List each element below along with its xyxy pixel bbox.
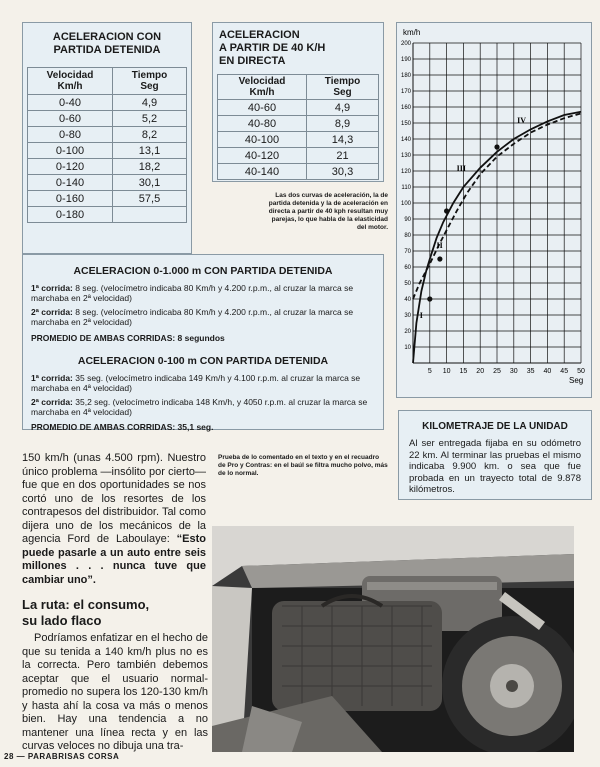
table1-time-cell: 8,2 bbox=[113, 127, 187, 143]
accel100-average: PROMEDIO DE AMBAS CORRIDAS: 35,1 seg. bbox=[31, 422, 214, 432]
table1-time-cell: 57,5 bbox=[113, 191, 187, 207]
article-heading-line1: La ruta: el consumo, bbox=[22, 597, 150, 612]
accel1000-run2-label: 2ª corrida: bbox=[31, 307, 73, 317]
chart-y-tick: 10 bbox=[404, 345, 411, 351]
table1-time-cell: 30,1 bbox=[113, 175, 187, 191]
chart-y-tick: 160 bbox=[400, 105, 411, 111]
table1-col2-head bbox=[113, 68, 187, 95]
table1-row bbox=[28, 159, 187, 175]
chart-y-tick: 90 bbox=[404, 217, 411, 223]
table1-row bbox=[28, 111, 187, 127]
article-heading bbox=[22, 597, 212, 629]
article-paragraph-1 bbox=[22, 452, 206, 587]
chart-y-tick: 200 bbox=[400, 41, 411, 47]
chart-y-tick: 50 bbox=[404, 281, 411, 287]
table2-title-line1: ACELERACION bbox=[219, 29, 300, 41]
table1-col2-head2: Seg bbox=[140, 81, 159, 92]
table2-col2-head2: Seg bbox=[333, 87, 352, 98]
table1-row bbox=[28, 127, 187, 143]
table1-col1-head2: Km/h bbox=[57, 81, 83, 92]
table1-speed-cell: 0-160 bbox=[28, 191, 113, 207]
chart-y-tick: 120 bbox=[400, 169, 411, 175]
accel100-run1-text: 35 seg. (velocímetro indicaba 149 Km/h y 4.100 r.p.m. al cruzar la marca se marchaba en 4ª velocidad) bbox=[31, 373, 361, 393]
table1-speed-cell: 0-120 bbox=[28, 159, 113, 175]
accel1000-title: ACELERACION 0-1.000 m CON PARTIDA DETENIDA bbox=[73, 265, 333, 277]
table1-speed-cell: 0-180 bbox=[28, 207, 113, 223]
chart-x-tick: 15 bbox=[459, 368, 468, 375]
curves-caption: Las dos curvas de aceleración, la de partida detenida y la de aceleración en directa a partir de 40 kph resultan muy parejas, lo que habla de la elasticidad del motor. bbox=[268, 192, 388, 231]
accel1000-run1 bbox=[31, 283, 375, 303]
table-acceleration-direct bbox=[212, 22, 384, 182]
chart-gear-label: II bbox=[436, 240, 443, 250]
accel1000-run1-label: 1ª corrida: bbox=[31, 283, 73, 293]
table1-title-line1: ACELERACION CON bbox=[52, 31, 162, 43]
chart-y-tick: 170 bbox=[400, 89, 411, 95]
accel100-run2 bbox=[31, 397, 375, 417]
table2-time-cell: 8,9 bbox=[307, 116, 379, 132]
table2-row bbox=[218, 100, 379, 116]
trunk-photo-illustration bbox=[212, 526, 574, 752]
accel100-title: ACELERACION 0-100 m CON PARTIDA DETENIDA bbox=[77, 355, 329, 367]
chart-x-tick: 25 bbox=[493, 368, 501, 375]
table1-speed-cell: 0-40 bbox=[28, 95, 113, 111]
table2-col1-head1: Velocidad bbox=[238, 76, 286, 87]
table1-time-cell: 18,2 bbox=[113, 159, 187, 175]
chart-y-tick: 100 bbox=[400, 201, 411, 207]
article-quote: “Esto puede pasarle a un auto entre seis millones . . . nunca tuve que cambiar uno”. bbox=[22, 533, 206, 586]
table2-col2-head1: Tiempo bbox=[324, 76, 361, 87]
kilometraje-title: KILOMETRAJE DE LA UNIDAD bbox=[422, 421, 568, 432]
table1-row bbox=[28, 95, 187, 111]
chart-x-tick: 5 bbox=[427, 368, 432, 375]
acceleration-chart bbox=[397, 23, 591, 397]
table2-title-line2: A PARTIR DE 40 K/H bbox=[219, 42, 326, 54]
table1-row bbox=[28, 207, 187, 223]
chart-y-tick: 20 bbox=[404, 329, 411, 335]
table2-time-cell: 30,3 bbox=[307, 164, 379, 180]
chart-y-tick: 190 bbox=[400, 57, 411, 63]
table1-col1-head bbox=[28, 68, 113, 95]
table2-speed-cell: 40-60 bbox=[218, 100, 307, 116]
table1-speed-cell: 0-100 bbox=[28, 143, 113, 159]
chart-y-tick: 70 bbox=[404, 249, 411, 255]
table1-row bbox=[28, 191, 187, 207]
table2-row bbox=[218, 132, 379, 148]
table1-time-cell: 5,2 bbox=[113, 111, 187, 127]
accel100-run1 bbox=[31, 373, 375, 393]
accel1000-run2-text: 8 seg. (velocímetro indicaba 80 Km/h y 4.200 r.p.m., al cruzar la marca se marchaba en 2ª velocidad) bbox=[31, 307, 354, 327]
page-footer: 28 — PARABRISAS CORSA bbox=[4, 752, 120, 761]
chart-y-tick: 40 bbox=[404, 297, 411, 303]
chart-y-tick: 150 bbox=[400, 121, 411, 127]
chart-x-tick: 30 bbox=[509, 368, 518, 375]
chart-y-tick: 130 bbox=[400, 153, 411, 159]
table2-grid bbox=[217, 74, 379, 180]
table-acceleration-standing bbox=[22, 22, 192, 254]
table2-col1-head bbox=[218, 75, 307, 100]
chart-y-tick: 180 bbox=[400, 73, 411, 79]
table2-time-cell: 21 bbox=[307, 148, 379, 164]
table2-row bbox=[218, 164, 379, 180]
chart-y-label: km/h bbox=[403, 28, 421, 37]
article-paragraph-2: Podríamos enfatizar en el hecho de que su tenida a 140 km/h plus no es la correcta. Pero también debemos aceptar que el usuario normal-promedio no supera los 120-130 km/h y hasta ahí la cosa va más o menos bien. Hay una tendencia a no mantener una línea recta y en las curvas veloces no dibuja una tra- bbox=[22, 632, 208, 752]
table1-title-line2: PARTIDA DETENIDA bbox=[53, 44, 161, 56]
chart-y-tick: 30 bbox=[404, 313, 411, 319]
chart-gear-label: IV bbox=[517, 116, 527, 125]
table2-row bbox=[218, 148, 379, 164]
table2-time-cell: 14,3 bbox=[307, 132, 379, 148]
table2-col2-head bbox=[307, 75, 379, 100]
chart-gear-label: III bbox=[456, 164, 467, 173]
chart-x-tick: 50 bbox=[577, 368, 585, 375]
table1-time-cell: 13,1 bbox=[113, 143, 187, 159]
accel100-run2-label: 2ª corrida: bbox=[31, 397, 73, 407]
chart-y-tick: 60 bbox=[404, 265, 411, 271]
accel1000-average: PROMEDIO DE AMBAS CORRIDAS: 8 segundos bbox=[31, 333, 225, 343]
trunk-photo bbox=[212, 526, 574, 752]
chart-y-tick: 80 bbox=[404, 233, 411, 239]
chart-x-tick: 40 bbox=[543, 368, 552, 375]
table2-title-line3: EN DIRECTA bbox=[219, 55, 286, 67]
table2-col1-head2: Km/h bbox=[249, 87, 275, 98]
chart-x-tick: 20 bbox=[476, 368, 485, 375]
article-heading-line2: su lado flaco bbox=[22, 613, 102, 628]
table2-speed-cell: 40-140 bbox=[218, 164, 307, 180]
accel100-run2-text: 35,2 seg. (velocímetro indicaba 148 Km/h, y 4050 r.p.m. al cruzar la marca se marchaba en 4ª velocidad) bbox=[31, 397, 368, 417]
kilometraje-box bbox=[398, 410, 592, 500]
table1-row bbox=[28, 175, 187, 191]
accel1000-run1-text: 8 seg. (velocímetro indicaba 80 Km/h y 4.200 r.p.m., al cruzar la marca se marchaba en 2ª velocidad) bbox=[31, 283, 354, 303]
accel100-run1-label: 1ª corrida: bbox=[31, 373, 73, 383]
accel-1000-box bbox=[22, 254, 384, 430]
table1-speed-cell: 0-60 bbox=[28, 111, 113, 127]
table1-row bbox=[28, 143, 187, 159]
table1-col2-head1: Tiempo bbox=[131, 70, 168, 81]
table1-col1-head1: Velocidad bbox=[46, 70, 94, 81]
chart-data-point bbox=[427, 296, 432, 301]
article-para1: 150 km/h (unas 4.500 rpm). Nuestro único problema —insólito por cierto— fue que en dos oportunidades se nos cortó uno de los resortes de los contrapesos del distribuidor. Tal como dijera uno de los mecánicos de la agencia Ford de Laboulaye: bbox=[22, 452, 206, 545]
chart-y-tick: 140 bbox=[400, 137, 411, 143]
chart-x-tick: 45 bbox=[560, 368, 569, 375]
table2-speed-cell: 40-80 bbox=[218, 116, 307, 132]
acceleration-chart-panel bbox=[396, 22, 592, 398]
table2-time-cell: 4,9 bbox=[307, 100, 379, 116]
chart-x-tick: 10 bbox=[442, 368, 451, 375]
chart-data-point bbox=[494, 144, 499, 149]
table2-speed-cell: 40-100 bbox=[218, 132, 307, 148]
kilometraje-body: Al ser entregada fijaba en su odómetro 22 km. Al terminar las pruebas el mismo indicaba 9.900 km. o sea que fue probada en un trayecto total de 9.878 kilómetros. bbox=[409, 438, 581, 495]
table1-speed-cell: 0-80 bbox=[28, 127, 113, 143]
accel1000-run2 bbox=[31, 307, 375, 327]
table1-time-cell bbox=[113, 207, 187, 223]
table1-speed-cell: 0-140 bbox=[28, 175, 113, 191]
chart-x-label: Seg bbox=[569, 376, 584, 385]
table1-time-cell: 4,9 bbox=[113, 95, 187, 111]
photo-caption: Prueba de lo comentado en el texto y en el recuadro de Pro y Contras: en el baúl se filtra mucho polvo, más de lo normal. bbox=[218, 454, 388, 477]
chart-gear-label: I bbox=[419, 311, 423, 321]
chart-data-point bbox=[444, 208, 449, 213]
chart-x-tick: 35 bbox=[526, 368, 535, 375]
chart-y-tick: 110 bbox=[401, 185, 411, 191]
table1-grid bbox=[27, 67, 187, 223]
table2-speed-cell: 40-120 bbox=[218, 148, 307, 164]
chart-data-point bbox=[437, 256, 442, 261]
table2-row bbox=[218, 116, 379, 132]
